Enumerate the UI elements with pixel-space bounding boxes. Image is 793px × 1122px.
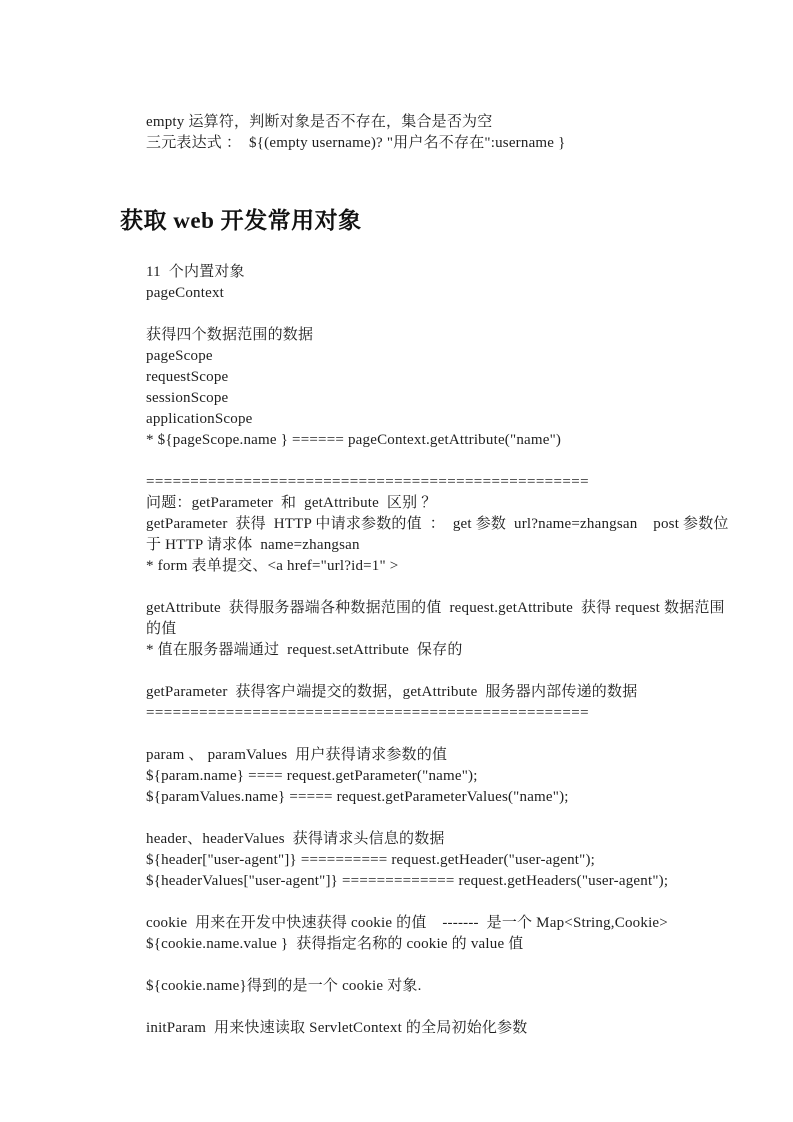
blank-line xyxy=(146,304,733,325)
separator-line: ================================================== xyxy=(146,705,589,721)
blank-line xyxy=(146,808,733,829)
text-line-cookie-object: ${cookie.name}得到的是一个 cookie 对象. xyxy=(146,978,422,994)
text-line-getparameter-desc-wrap: 于 HTTP 请求体 name=zhangsan xyxy=(146,537,360,553)
blank-line xyxy=(146,997,733,1018)
text-line-applicationscope: applicationScope xyxy=(146,411,253,427)
text-line-pagecontext: pageContext xyxy=(146,285,225,301)
text-line-four-scopes: 获得四个数据范围的数据 xyxy=(146,327,314,343)
text-line-getparameter-desc: getParameter 获得 HTTP 中请求参数的值 ： get 参数 url?name=zhangsan post 参数位 xyxy=(146,516,729,532)
text-line-getattribute-desc-wrap: 的值 xyxy=(146,621,177,637)
separator-line: ================================================== xyxy=(146,474,589,490)
text-line-param-desc: param 、 paramValues 用户获得请求参数的值 xyxy=(146,747,448,763)
text-line-question: 问题：getParameter 和 getAttribute 区别 ？ xyxy=(146,495,437,511)
blank-line xyxy=(146,661,733,682)
text-line-builtin-objects: 11 个内置对象 xyxy=(146,264,245,280)
text-line-sessionscope: sessionScope xyxy=(146,390,229,406)
text-line-header-desc: header、headerValues 获得请求头信息的数据 xyxy=(146,831,445,847)
blank-line xyxy=(146,577,733,598)
text-line-ternary-expression: 三元表达式 ： ${(empty username)? "用户名不存在":username } xyxy=(146,135,566,151)
text-line-pagescope-expression: * ${pageScope.name } ====== pageContext.getAttribute("name") xyxy=(146,432,562,448)
text-line-initparam-desc: initParam 用来快速读取 ServletContext 的全局初始化参数 xyxy=(146,1020,528,1036)
text-line-summary: getParameter 获得客户端提交的数据，getAttribute 服务器内部传递的数据 xyxy=(146,684,638,700)
text-line-cookie-desc: cookie 用来在开发中快速获得 cookie 的值 ------- 是一个 Map<String,Cookie> xyxy=(146,915,668,931)
text-line-getattribute-desc: getAttribute 获得服务器端各种数据范围的值 request.getAttribute 获得 request 数据范围 xyxy=(146,600,725,616)
text-line-requestscope: requestScope xyxy=(146,369,229,385)
text-line-paramvalues-expression: ${paramValues.name} ===== request.getParameterValues("name"); xyxy=(146,789,569,805)
blank-line xyxy=(146,892,733,913)
blank-line xyxy=(146,724,733,745)
text-line-cookie-value-expression: ${cookie.name.value } 获得指定名称的 cookie 的 value 值 xyxy=(146,936,524,952)
blank-line xyxy=(146,451,733,472)
text-line-param-expression: ${param.name} ==== request.getParameter("name"); xyxy=(146,768,478,784)
text-line-header-expression: ${header["user-agent"]} ========== request.getHeader("user-agent"); xyxy=(146,852,596,868)
text-line-form-submit: * form 表单提交、<a href="url?id=1" > xyxy=(146,558,399,574)
text-line-setattribute-note: * 值在服务器端通过 request.setAttribute 保存的 xyxy=(146,642,463,658)
text-line-headervalues-expression: ${headerValues["user-agent"]} ============= request.getHeaders("user-agent"); xyxy=(146,873,669,889)
text-line-empty-operator: empty 运算符，判断对象是否不存在，集合是否为空 xyxy=(146,114,493,130)
section-heading: 获取 web 开发常用对象 xyxy=(120,208,362,233)
text-line-pagescope: pageScope xyxy=(146,348,213,364)
blank-line xyxy=(146,955,733,976)
